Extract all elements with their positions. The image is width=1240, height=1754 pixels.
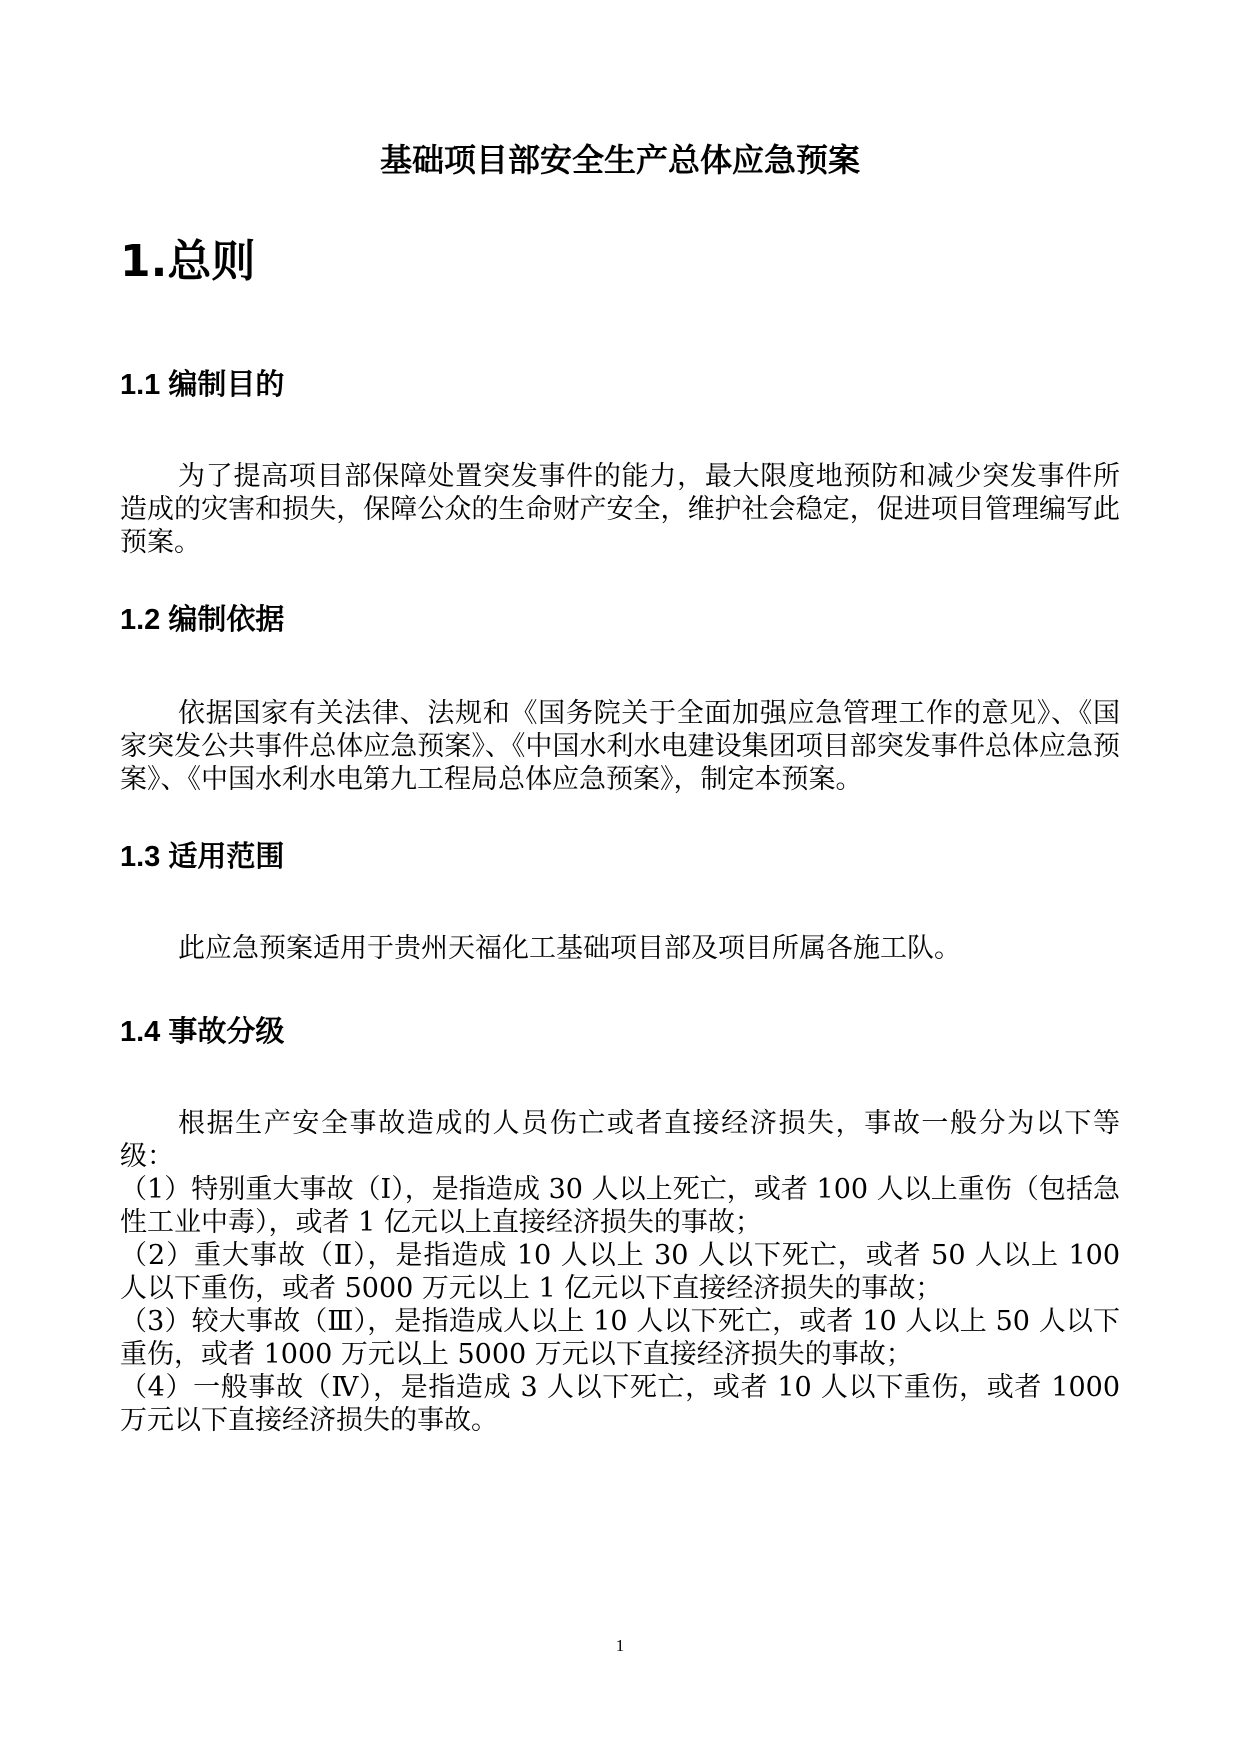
section-heading-scope: 1.3 适用范围 <box>120 841 285 873</box>
section-text-basis: 依据国家有关法律、法规和《国务院关于全面加强应急管理工作的意见》、《国家突发公共事件总体应急预案》、《中国水利水电建设集团项目部突发事件总体应急预案》、《中国水利水电第九工程局总体应急预案》，制定本预案。 <box>120 698 1120 795</box>
section-heading-basis: 1.2 编制依据 <box>120 604 285 636</box>
section-heading-grading: 1.4 事故分级 <box>120 1016 285 1048</box>
chapter-heading: 1.总则 <box>120 236 256 287</box>
section-text-purpose: 为了提高项目部保障处置突发事件的能力，最大限度地预防和减少突发事件所造成的灾害和损失，保障公众的生命财产安全，维护社会稳定，促进项目管理编写此预案。 <box>120 461 1120 558</box>
section-text-scope: 此应急预案适用于贵州天福化工基础项目部及项目所属各施工队。 <box>178 933 961 964</box>
grading-level-2: （2）重大事故（Ⅱ），是指造成 10 人以上 30 人以下死亡，或者 50 人以上 100 人以下重伤，或者 5000 万元以上 1 亿元以下直接经济损失的事故； <box>120 1240 1120 1304</box>
document-title: 基础项目部安全生产总体应急预案 <box>379 141 860 179</box>
grading-level-1: （1）特别重大事故（Ⅰ），是指造成 30 人以上死亡，或者 100 人以上重伤（包括急性工业中毒），或者 1 亿元以上直接经济损失的事故； <box>120 1174 1120 1238</box>
grading-intro: 根据生产安全事故造成的人员伤亡或者直接经济损失，事故一般分为以下等级： <box>120 1108 1120 1172</box>
section-heading-purpose: 1.1 编制目的 <box>120 369 285 401</box>
grading-level-4: （4）一般事故（Ⅳ），是指造成 3 人以下死亡，或者 10 人以下重伤，或者 1000 万元以下直接经济损失的事故。 <box>120 1372 1120 1436</box>
page-number: 1 <box>615 1636 625 1655</box>
grading-level-3: （3）较大事故（Ⅲ），是指造成人以上 10 人以下死亡，或者 10 人以上 50 人以下重伤，或者 1000 万元以上 5000 万元以下直接经济损失的事故； <box>120 1306 1120 1370</box>
grading-block <box>120 1107 1120 1437</box>
